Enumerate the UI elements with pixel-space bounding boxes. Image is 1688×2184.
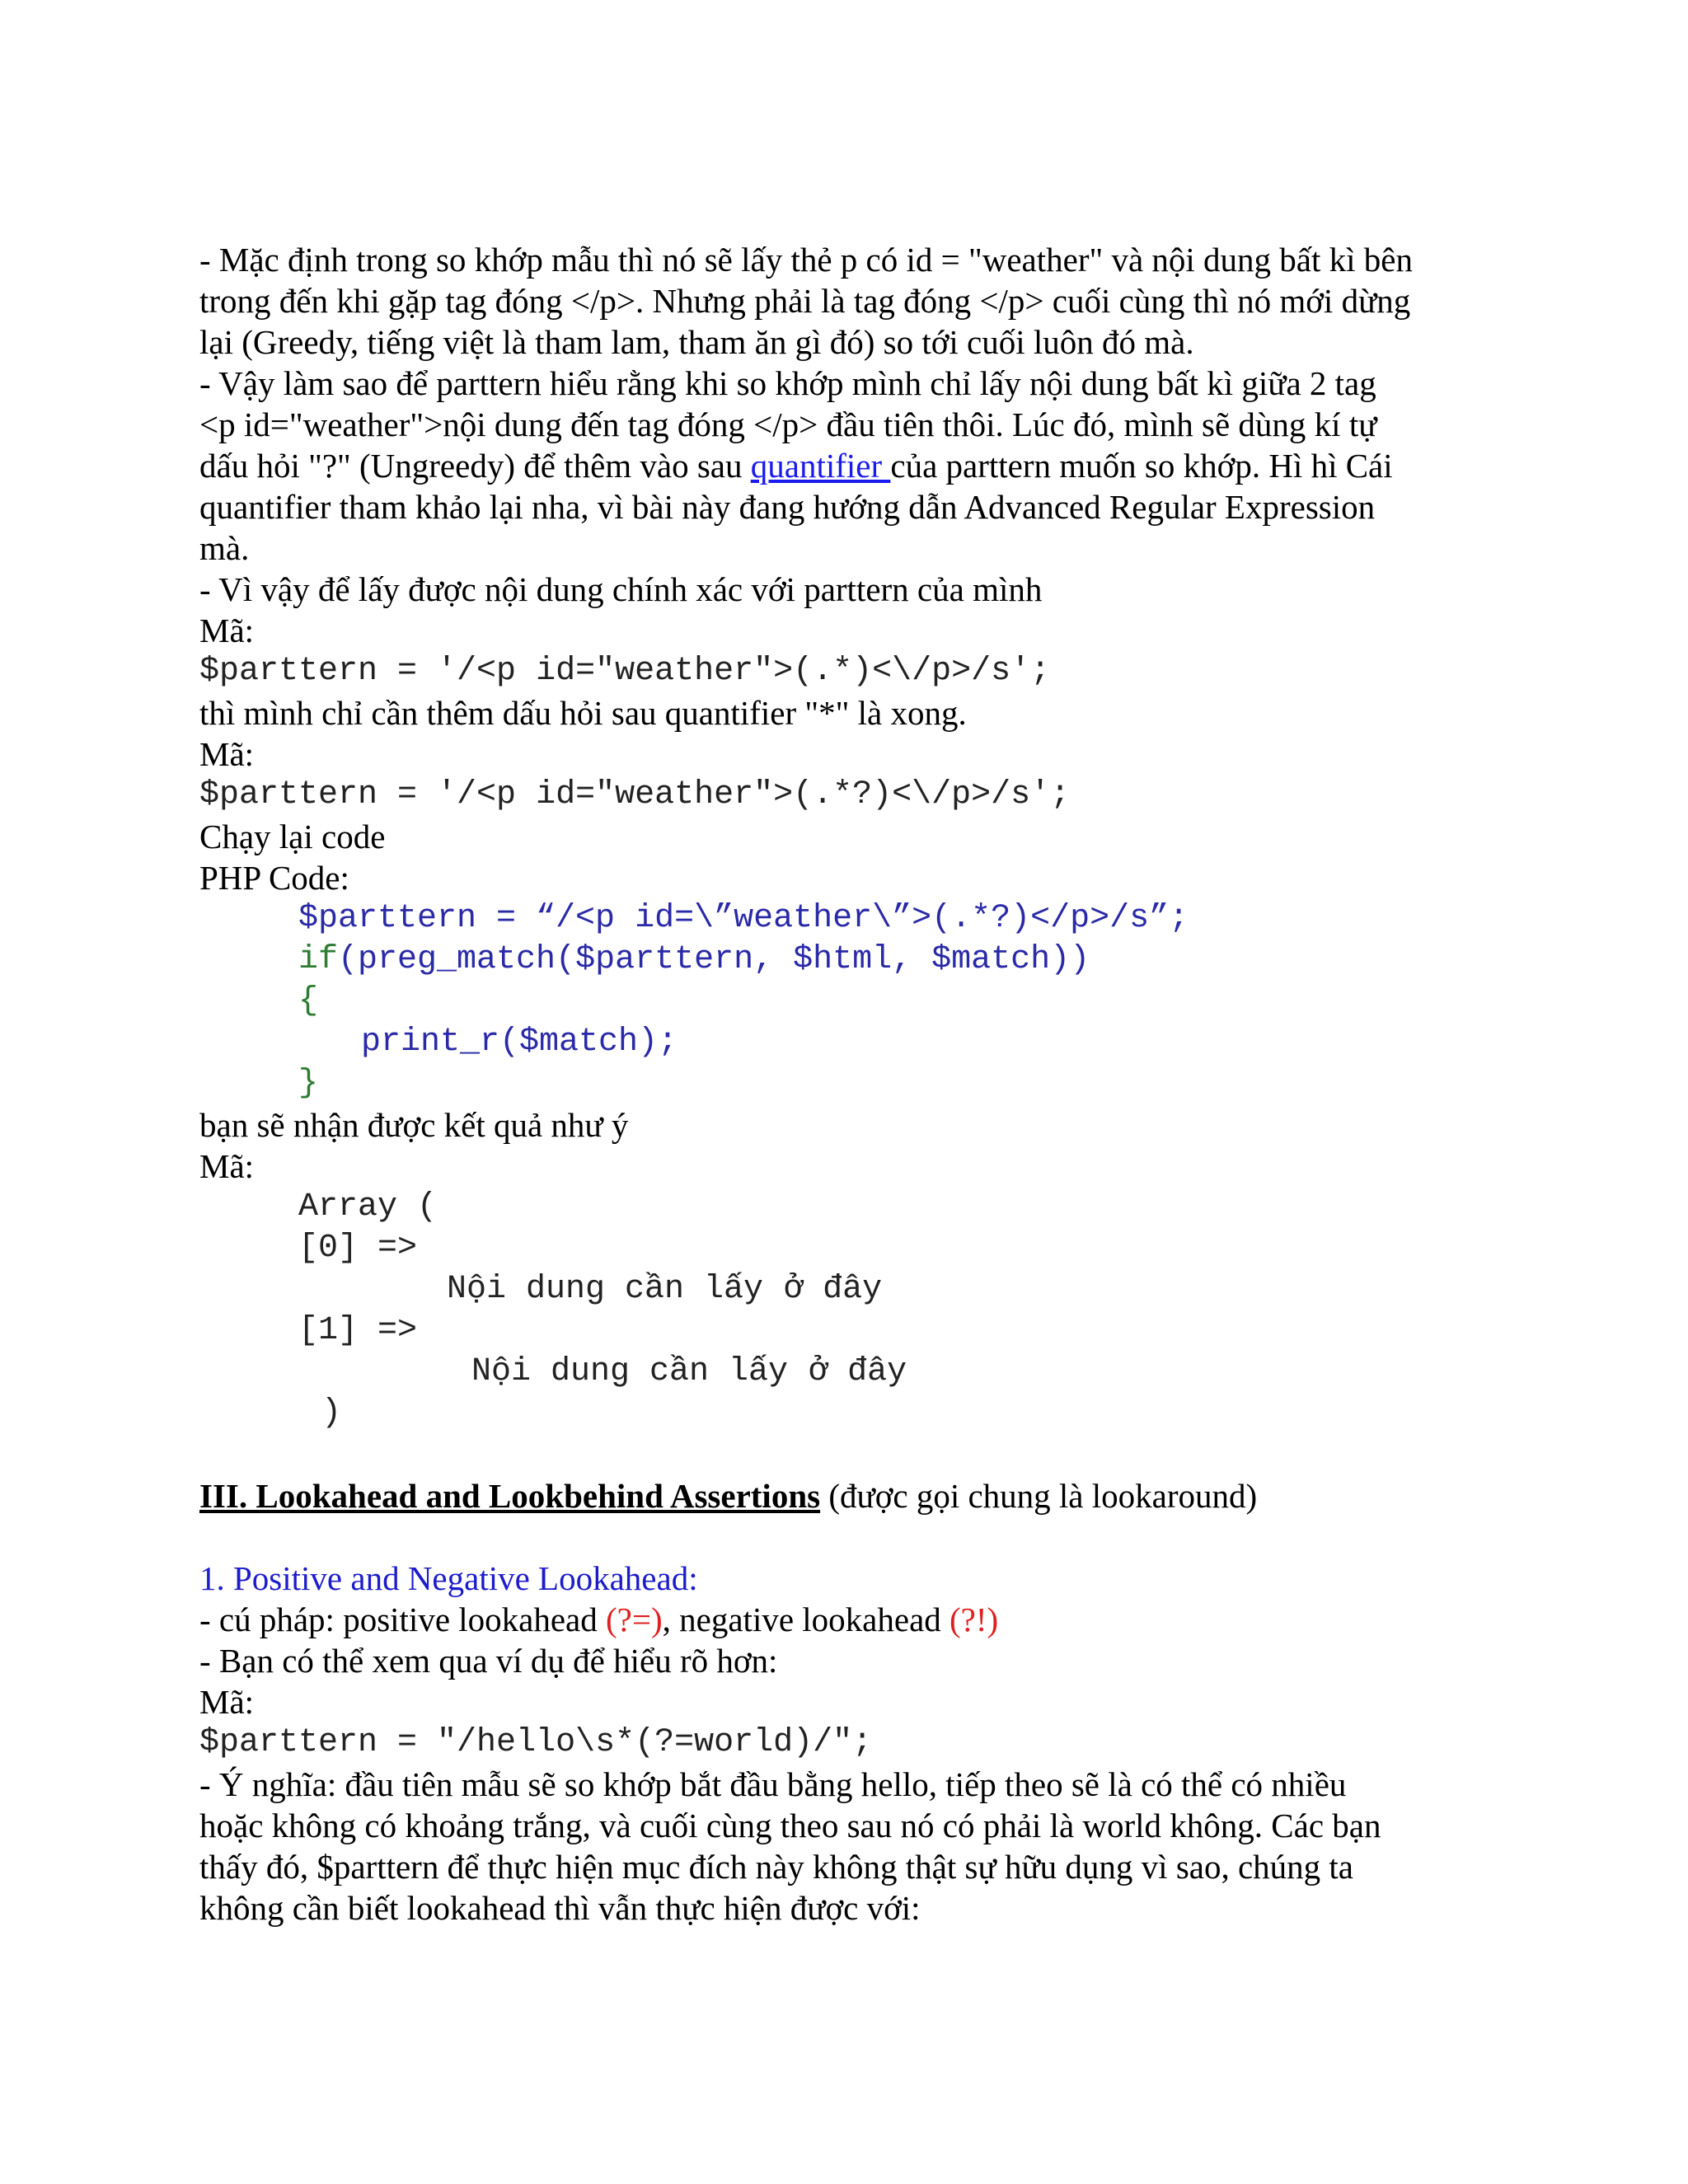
- text-line: - Mặc định trong so khớp mẫu thì nó sẽ lấy thẻ p có id = "weather" và nội dung bất kì bên: [199, 241, 1413, 279]
- output-line: Nội dung cần lấy ở đây: [471, 1353, 907, 1390]
- syntax-line: [199, 1599, 1518, 1640]
- spacer: [199, 1516, 1518, 1558]
- output-line: [0] =>: [298, 1230, 418, 1267]
- text-line: - Vì vậy để lấy được nội dung chính xác với parttern của mình: [199, 570, 1043, 608]
- positive-lookahead-syntax: (?=): [606, 1601, 663, 1638]
- code-ungreedy-pattern: $parttern = '/<p id="weather">(.*?)<\/p>/s';: [199, 776, 1071, 813]
- text-line: [199, 445, 1518, 486]
- text-line: mà.: [199, 529, 250, 567]
- code-label: Mã:: [199, 612, 255, 649]
- text-line: không cần biết lookahead thì vẫn thực hiện được với:: [199, 1889, 921, 1927]
- text-segment: - cú pháp: positive lookahead: [199, 1601, 607, 1638]
- code-label: Mã:: [199, 735, 255, 773]
- php-call: (preg_match($parttern, $html, $match)): [338, 941, 1090, 978]
- text-segment: dấu hỏi "?" (Ungreedy) để thêm vào sau: [199, 447, 751, 485]
- text-segment: , negative lookahead: [662, 1601, 950, 1638]
- code-label: Mã:: [199, 1147, 255, 1185]
- output-line: Nội dung cần lấy ở đây: [447, 1271, 883, 1308]
- text-line: trong đến khi gặp tag đóng </p>. Nhưng phải là tag đóng </p> cuối cùng thì nó mới dừng: [199, 282, 1411, 320]
- text-line: - Ý nghĩa: đầu tiên mẫu sẽ so khớp bắt đầu bằng hello, tiếp theo sẽ là có thể có nhiều: [199, 1765, 1347, 1803]
- section-heading: [199, 1475, 1518, 1516]
- text-line: - Bạn có thể xem qua ví dụ để hiểu rõ hơn:: [199, 1642, 778, 1680]
- text-line: Chạy lại code: [199, 818, 386, 855]
- section-title: III. Lookahead and Lookbehind Assertions: [199, 1477, 821, 1515]
- sub-heading: 1. Positive and Negative Lookahead:: [199, 1559, 698, 1597]
- text-line: lại (Greedy, tiếng việt là tham lam, tham ăn gì đó) so tới cuối luôn đó mà.: [199, 323, 1194, 361]
- php-code-line: $parttern = “/<p id=\”weather\”>(.*?)</p>/s”;: [298, 900, 1189, 937]
- text-line: - Vậy làm sao để parttern hiểu rằng khi so khớp mình chỉ lấy nội dung bất kì giữa 2 tag: [199, 364, 1376, 402]
- output-line: Array (: [298, 1188, 438, 1226]
- output-line: ): [321, 1394, 342, 1432]
- text-line: hoặc không có khoảng trắng, và cuối cùng theo sau nó có phải là world không. Các bạn: [199, 1807, 1381, 1844]
- text-line: thì mình chỉ cần thêm dấu hỏi sau quantifier "*" là xong.: [199, 694, 967, 732]
- text-line: thấy đó, $parttern để thực hiện mục đích này không thật sự hữu dụng vì sao, chúng ta: [199, 1848, 1354, 1886]
- quantifier-link[interactable]: quantifier: [750, 447, 891, 485]
- section-title-suffix: (được gọi chung là lookaround): [820, 1477, 1258, 1515]
- text-line: bạn sẽ nhận được kết quả như ý: [199, 1106, 629, 1144]
- code-lookahead-pattern: $parttern = "/hello\s*(?=world)/";: [199, 1724, 873, 1761]
- php-code-line: [199, 940, 1518, 981]
- output-line: [1] =>: [298, 1312, 418, 1349]
- text-line: <p id="weather">nội dung đến tag đóng </p> đầu tiên thôi. Lúc đó, mình sẽ dùng kí tự: [199, 405, 1377, 443]
- php-code-line: print_r($match);: [361, 1024, 678, 1061]
- php-open-brace: {: [298, 982, 319, 1019]
- php-keyword: if: [298, 941, 339, 978]
- code-label: Mã:: [199, 1683, 255, 1721]
- php-code-label: PHP Code:: [199, 859, 349, 897]
- code-greedy-pattern: $parttern = '/<p id="weather">(.*)<\/p>/s';: [199, 653, 1051, 690]
- negative-lookahead-syntax: (?!): [950, 1601, 999, 1638]
- text-line: quantifier tham khảo lại nha, vì bài này đang hướng dẫn Advanced Regular Expression: [199, 488, 1376, 526]
- text-segment: của parttern muốn so khớp. Hì hì Cái: [890, 447, 1393, 485]
- php-close-brace: }: [298, 1065, 319, 1102]
- document-page: [199, 239, 1518, 1929]
- spacer: [199, 1434, 1518, 1475]
